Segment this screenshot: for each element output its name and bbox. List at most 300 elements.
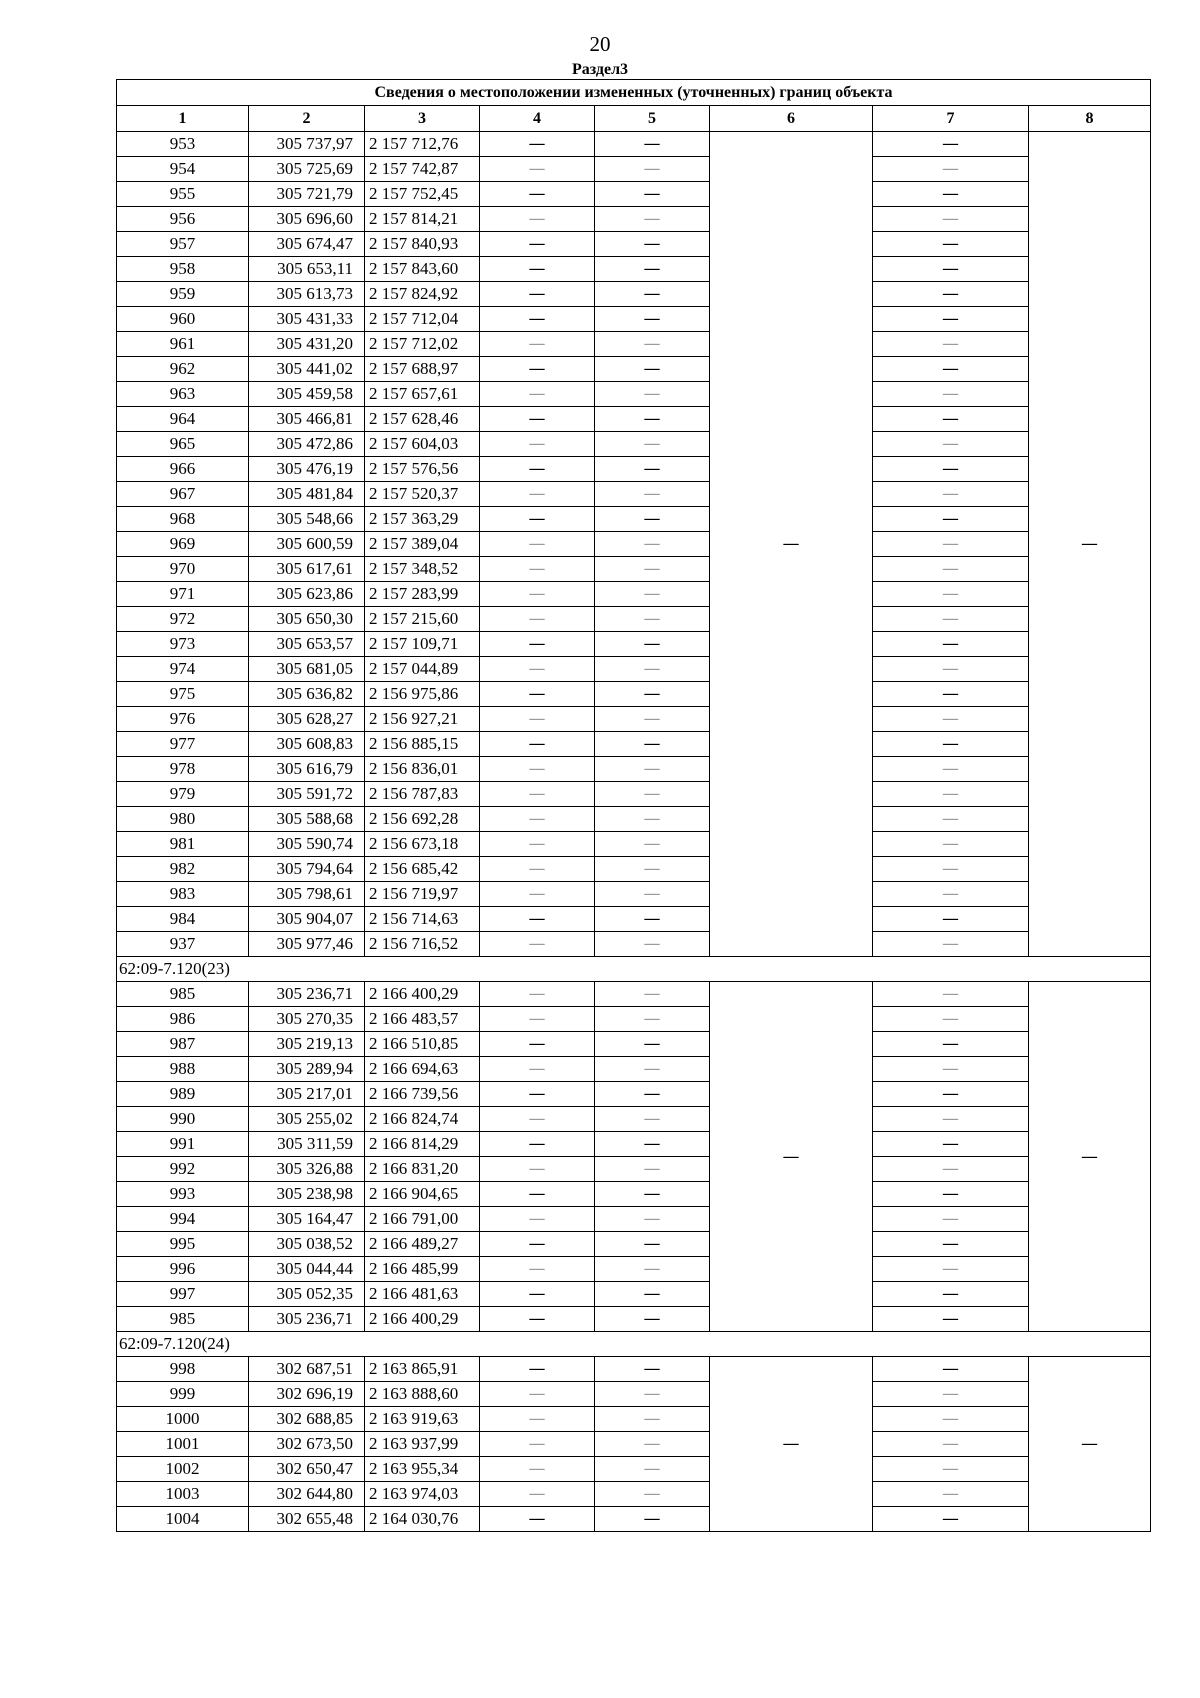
col7-dash: — [873,432,1029,457]
col7-dash: — [873,1507,1029,1532]
coord-x: 302 688,85 [249,1407,365,1432]
table-row [117,1482,1151,1507]
col7-dash: — [873,907,1029,932]
coord-y: 2 157 628,46 [365,407,480,432]
point-number: 985 [117,982,249,1007]
point-number: 971 [117,582,249,607]
col7-dash: — [873,1232,1029,1257]
col4-dash: — [480,1182,595,1207]
point-number: 937 [117,932,249,957]
section-label: Раздел3 [571,61,629,78]
coord-x: 305 431,20 [249,332,365,357]
table-caption: Сведения о местоположении измененных (уточненных) границ объекта [117,80,1151,106]
point-number: 997 [117,1282,249,1307]
col7-dash: — [873,482,1029,507]
group-label: 62:09-7.120(23) [117,957,1151,982]
col7-dash: — [873,657,1029,682]
col7-dash: — [873,182,1029,207]
coord-y: 2 157 712,04 [365,307,480,332]
table-row [117,707,1151,732]
col5-dash: — [595,707,710,732]
coord-x: 305 052,35 [249,1282,365,1307]
col5-dash: — [595,832,710,857]
col5-dash: — [595,1157,710,1182]
point-number: 970 [117,557,249,582]
point-number: 994 [117,1207,249,1232]
col7-dash: — [873,832,1029,857]
table-row [117,1207,1151,1232]
col5-dash: — [595,157,710,182]
coord-x: 305 696,60 [249,207,365,232]
col7-dash: — [873,157,1029,182]
point-number: 954 [117,157,249,182]
col5-dash: — [595,182,710,207]
col4-dash: — [480,1157,595,1182]
col4-dash: — [480,782,595,807]
point-number: 974 [117,657,249,682]
table-row [117,332,1151,357]
point-number: 990 [117,1107,249,1132]
col5-dash: — [595,1182,710,1207]
table-caption-row [117,80,1151,106]
point-number: 972 [117,607,249,632]
col4-dash: — [480,1457,595,1482]
col5-dash: — [595,1132,710,1157]
group-header-row [117,957,1151,982]
coord-y: 2 156 927,21 [365,707,480,732]
col4-dash: — [480,982,595,1007]
point-number: 959 [117,282,249,307]
table-row [117,507,1151,532]
table-row [117,1307,1151,1332]
point-number: 973 [117,632,249,657]
col5-dash: — [595,1007,710,1032]
col4-dash: — [480,207,595,232]
coord-x: 302 687,51 [249,1357,365,1382]
col7-dash: — [873,1307,1029,1332]
col7-dash: — [873,1457,1029,1482]
col7-dash: — [873,1082,1029,1107]
col5-dash: — [595,907,710,932]
table-row [117,357,1151,382]
table-row [117,407,1151,432]
coord-y: 2 157 742,87 [365,157,480,182]
coord-x: 305 236,71 [249,1307,365,1332]
point-number: 984 [117,907,249,932]
coord-x: 305 590,74 [249,832,365,857]
col4-dash: — [480,1507,595,1532]
coord-x: 305 674,47 [249,232,365,257]
table-row [117,382,1151,407]
point-number: 1002 [117,1457,249,1482]
point-number: 993 [117,1182,249,1207]
point-number: 991 [117,1132,249,1157]
table-row [117,757,1151,782]
col7-dash: — [873,732,1029,757]
coord-y: 2 156 975,86 [365,682,480,707]
col5-dash: — [595,1407,710,1432]
point-number: 957 [117,232,249,257]
col5-dash: — [595,732,710,757]
point-number: 1003 [117,1482,249,1507]
point-number: 1001 [117,1432,249,1457]
coord-y: 2 156 673,18 [365,832,480,857]
coord-x: 305 164,47 [249,1207,365,1232]
col5-dash: — [595,532,710,557]
point-number: 977 [117,732,249,757]
col4-dash: — [480,132,595,157]
col4-dash: — [480,1482,595,1507]
col4-dash: — [480,807,595,832]
col5-dash: — [595,257,710,282]
coord-x: 305 289,94 [249,1057,365,1082]
coord-y: 2 166 694,63 [365,1057,480,1082]
col7-dash: — [873,1382,1029,1407]
col4-dash: — [480,682,595,707]
table-row [117,907,1151,932]
col4-dash: — [480,532,595,557]
col7-dash: — [873,1157,1029,1182]
coord-x: 305 613,73 [249,282,365,307]
coord-x: 305 270,35 [249,1007,365,1032]
table-row [117,232,1151,257]
col4-dash: — [480,1107,595,1132]
page-number: 20 [589,32,611,56]
group-label: 62:09-7.120(24) [117,1332,1151,1357]
col5-dash: — [595,507,710,532]
coord-x: 305 650,30 [249,607,365,632]
coord-x: 305 653,11 [249,257,365,282]
coord-x: 305 238,98 [249,1182,365,1207]
coord-y: 2 157 814,21 [365,207,480,232]
column-number-7: 7 [873,106,1029,132]
coord-x: 305 217,01 [249,1082,365,1107]
table-row [117,207,1151,232]
coord-x: 305 038,52 [249,1232,365,1257]
table-row [117,607,1151,632]
point-number: 968 [117,507,249,532]
col5-dash: — [595,1232,710,1257]
col7-dash: — [873,257,1029,282]
column-number-8: 8 [1029,106,1151,132]
coord-y: 2 157 712,02 [365,332,480,357]
col5-dash: — [595,982,710,1007]
coord-x: 302 644,80 [249,1482,365,1507]
table-row [117,932,1151,957]
col4-dash: — [480,582,595,607]
col4-dash: — [480,757,595,782]
col7-dash: — [873,507,1029,532]
point-number: 986 [117,1007,249,1032]
col7-dash: — [873,807,1029,832]
col5-dash: — [595,1032,710,1057]
coord-y: 2 164 030,76 [365,1507,480,1532]
col4-dash: — [480,1032,595,1057]
point-number: 981 [117,832,249,857]
coord-x: 305 721,79 [249,182,365,207]
point-number: 976 [117,707,249,732]
col4-dash: — [480,407,595,432]
table-row [117,1432,1151,1457]
table-row [117,882,1151,907]
col7-dash: — [873,1007,1029,1032]
col7-dash: — [873,332,1029,357]
coord-y: 2 157 520,37 [365,482,480,507]
table-row [117,1257,1151,1282]
coord-y: 2 166 489,27 [365,1232,480,1257]
col7-dash: — [873,207,1029,232]
col4-dash: — [480,1407,595,1432]
coord-x: 305 617,61 [249,557,365,582]
point-number: 979 [117,782,249,807]
col6-merged-dash: — [710,1357,873,1532]
table-row [117,482,1151,507]
point-number: 983 [117,882,249,907]
point-number: 999 [117,1382,249,1407]
col7-dash: — [873,457,1029,482]
coord-y: 2 166 483,57 [365,1007,480,1032]
col4-dash: — [480,932,595,957]
col7-dash: — [873,1257,1029,1282]
col5-dash: — [595,857,710,882]
coord-y: 2 157 109,71 [365,632,480,657]
col7-dash: — [873,307,1029,332]
coord-y: 2 157 215,60 [365,607,480,632]
coord-x: 305 311,59 [249,1132,365,1157]
col7-dash: — [873,1357,1029,1382]
point-number: 969 [117,532,249,557]
table-row [117,1032,1151,1057]
coord-y: 2 166 814,29 [365,1132,480,1157]
coord-x: 305 236,71 [249,982,365,1007]
table-row [117,1357,1151,1382]
coord-x: 305 608,83 [249,732,365,757]
table-row [117,682,1151,707]
table-row [117,1107,1151,1132]
col4-dash: — [480,632,595,657]
table-row [117,1157,1151,1182]
table-row [117,982,1151,1007]
col4-dash: — [480,357,595,382]
coord-x: 305 798,61 [249,882,365,907]
coord-x: 305 255,02 [249,1107,365,1132]
coord-y: 2 166 481,63 [365,1282,480,1307]
table-row [117,807,1151,832]
col5-dash: — [595,482,710,507]
col5-dash: — [595,632,710,657]
point-number: 958 [117,257,249,282]
col4-dash: — [480,432,595,457]
col7-dash: — [873,757,1029,782]
col4-dash: — [480,557,595,582]
table-row [117,1382,1151,1407]
coord-y: 2 157 348,52 [365,557,480,582]
point-number: 987 [117,1032,249,1057]
coord-x: 305 548,66 [249,507,365,532]
table-row [117,1457,1151,1482]
table-row [117,1182,1151,1207]
coord-y: 2 157 752,45 [365,182,480,207]
table-row [117,557,1151,582]
col5-dash: — [595,332,710,357]
point-number: 966 [117,457,249,482]
col4-dash: — [480,857,595,882]
col4-dash: — [480,882,595,907]
col5-dash: — [595,357,710,382]
col8-merged-dash: — [1029,982,1151,1332]
coord-y: 2 156 836,01 [365,757,480,782]
coord-x: 305 977,46 [249,932,365,957]
col5-dash: — [595,457,710,482]
table-row [117,782,1151,807]
col5-dash: — [595,682,710,707]
col5-dash: — [595,1382,710,1407]
point-number: 995 [117,1232,249,1257]
col5-dash: — [595,1482,710,1507]
coord-x: 305 044,44 [249,1257,365,1282]
coord-y: 2 166 739,56 [365,1082,480,1107]
coord-x: 305 591,72 [249,782,365,807]
coord-y: 2 166 904,65 [365,1182,480,1207]
coord-y: 2 157 604,03 [365,432,480,457]
col4-dash: — [480,1007,595,1032]
coord-y: 2 163 865,91 [365,1357,480,1382]
table-row [117,1057,1151,1082]
table-row [117,457,1151,482]
coord-y: 2 157 688,97 [365,357,480,382]
coord-y: 2 157 283,99 [365,582,480,607]
point-number: 985 [117,1307,249,1332]
col5-dash: — [595,1257,710,1282]
coord-y: 2 166 485,99 [365,1257,480,1282]
table-row [117,732,1151,757]
coord-x: 305 472,86 [249,432,365,457]
table-row [117,582,1151,607]
col4-dash: — [480,332,595,357]
coord-x: 305 466,81 [249,407,365,432]
coord-y: 2 157 576,56 [365,457,480,482]
point-number: 1000 [117,1407,249,1432]
col4-dash: — [480,457,595,482]
col6-merged-dash: — [710,982,873,1332]
table-row [117,632,1151,657]
table-row [117,1082,1151,1107]
coord-y: 2 157 657,61 [365,382,480,407]
col7-dash: — [873,532,1029,557]
col7-dash: — [873,357,1029,382]
col4-dash: — [480,182,595,207]
col7-dash: — [873,882,1029,907]
col8-merged-dash: — [1029,132,1151,957]
col5-dash: — [595,882,710,907]
coord-y: 2 157 389,04 [365,532,480,557]
col5-dash: — [595,282,710,307]
coord-y: 2 166 400,29 [365,982,480,1007]
col5-dash: — [595,432,710,457]
point-number: 1004 [117,1507,249,1532]
coord-y: 2 156 787,83 [365,782,480,807]
coord-x: 302 696,19 [249,1382,365,1407]
table-row [117,1507,1151,1532]
col7-dash: — [873,382,1029,407]
coord-y: 2 163 937,99 [365,1432,480,1457]
point-number: 953 [117,132,249,157]
col5-dash: — [595,1207,710,1232]
col7-dash: — [873,582,1029,607]
column-number-4: 4 [480,106,595,132]
col5-dash: — [595,1307,710,1332]
col7-dash: — [873,1432,1029,1457]
col4-dash: — [480,1232,595,1257]
coord-x: 305 481,84 [249,482,365,507]
coord-y: 2 156 719,97 [365,882,480,907]
col5-dash: — [595,1432,710,1457]
col7-dash: — [873,1482,1029,1507]
column-number-1: 1 [117,106,249,132]
col5-dash: — [595,232,710,257]
coord-y: 2 156 716,52 [365,932,480,957]
coord-x: 305 431,33 [249,307,365,332]
coord-y: 2 163 888,60 [365,1382,480,1407]
point-number: 955 [117,182,249,207]
coord-x: 305 476,19 [249,457,365,482]
coord-y: 2 163 974,03 [365,1482,480,1507]
coord-x: 305 616,79 [249,757,365,782]
table-row [117,132,1151,157]
col4-dash: — [480,1082,595,1107]
coord-y: 2 157 712,76 [365,132,480,157]
col7-dash: — [873,1282,1029,1307]
col4-dash: — [480,657,595,682]
table-row [117,307,1151,332]
table-row [117,182,1151,207]
col5-dash: — [595,407,710,432]
point-number: 988 [117,1057,249,1082]
coord-y: 2 163 919,63 [365,1407,480,1432]
point-number: 956 [117,207,249,232]
col4-dash: — [480,382,595,407]
group-header-row [117,1332,1151,1357]
table-row [117,1132,1151,1157]
coord-y: 2 156 714,63 [365,907,480,932]
col7-dash: — [873,407,1029,432]
column-number-2: 2 [249,106,365,132]
col8-merged-dash: — [1029,1357,1151,1532]
col4-dash: — [480,1282,595,1307]
point-number: 996 [117,1257,249,1282]
table-row [117,257,1151,282]
col7-dash: — [873,232,1029,257]
col4-dash: — [480,1057,595,1082]
col5-dash: — [595,1082,710,1107]
col4-dash: — [480,1257,595,1282]
coord-y: 2 166 400,29 [365,1307,480,1332]
col5-dash: — [595,557,710,582]
col4-dash: — [480,307,595,332]
col4-dash: — [480,907,595,932]
col4-dash: — [480,282,595,307]
col4-dash: — [480,482,595,507]
col5-dash: — [595,582,710,607]
coord-y: 2 157 044,89 [365,657,480,682]
col5-dash: — [595,307,710,332]
point-number: 967 [117,482,249,507]
coord-x: 305 441,02 [249,357,365,382]
col7-dash: — [873,982,1029,1007]
coord-y: 2 163 955,34 [365,1457,480,1482]
coord-x: 302 673,50 [249,1432,365,1457]
table-row [117,532,1151,557]
